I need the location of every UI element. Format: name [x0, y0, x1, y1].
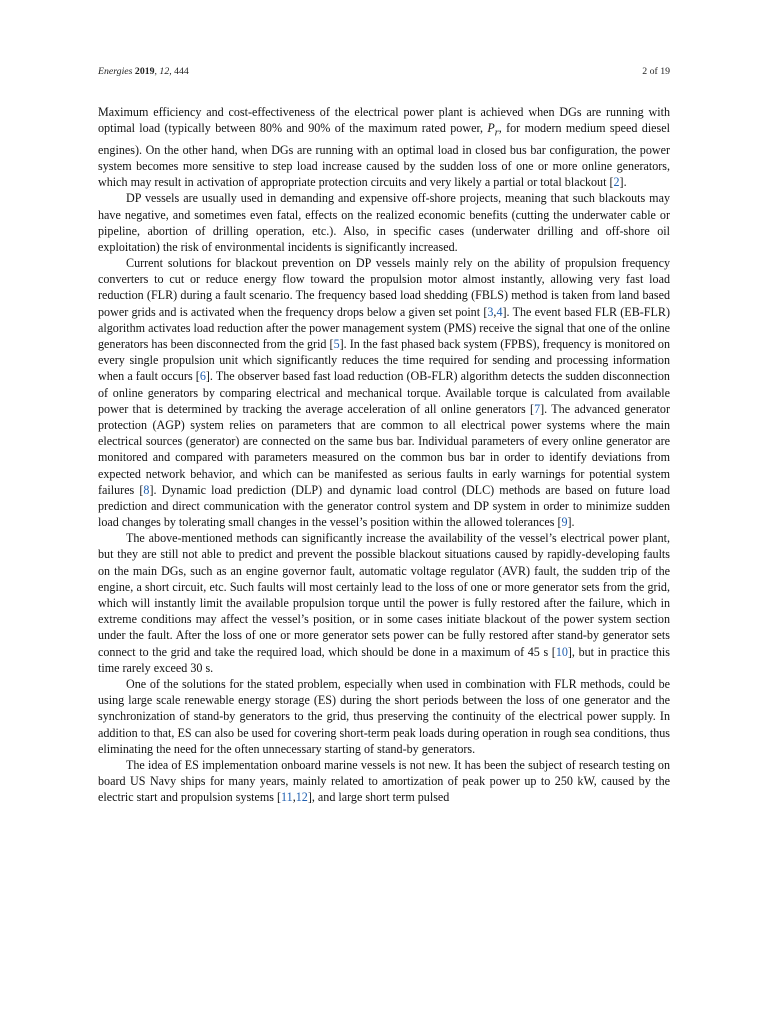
citation-link[interactable]: 7 — [534, 401, 541, 416]
citation-link[interactable]: 6 — [199, 369, 206, 384]
citation-link[interactable]: 8 — [143, 482, 150, 497]
running-header — [98, 66, 670, 80]
citation-link[interactable]: 2 — [613, 175, 620, 190]
paragraph-3: Current solutions for blackout prevention on DP vessels mainly rely on the ability of propulsion frequency converters to cut or reduce energy flow toward the propulsion motor almost instantly, allowing very fast load reduction (FLR) during a fault scenario. The frequency based load shedding (FBLS) method is taken from land based power grids and is activated when the frequency drops below a given set point [3,4]. The event based FLR (EB-FLR) algorithm activates load reduction after the power management system (PMS) receive the signal that one of the online generators has been disconnected from the grid [5]. In the fast phased back system (FPBS), frequency is monitored on every single propulsion unit which significantly reduces the time required for sending and processing information when a fault occurs [6]. The observer based fast load reduction (OB-FLR) algorithm detects the sudden disconnection of online generators by comparing electrical and mechanical torque. Available torque is calculated from available power that is determined by tracking the average acceleration of all online generators [7]. The advanced generator protection (AGP) system relies on parameters that are common to all electrical power systems where the main electrical sources (generator) are connected on the same bus bar. Individual parameters of every online generator are monitored and compared with parameters measured on the common bus bar in order to identify deviations from expected network behavior, and which can be manifested as serious faults in early warnings for potential system failures [8]. Dynamic load prediction (DLP) and dynamic load control (DLC) methods are based on future load prediction and direct communication with the generator control system and DP system in order to minimize sudden load changes by tolerating small changes in the vessel’s position within the allowed tolerances [9]. — [98, 256, 671, 530]
paragraph-6: The idea of ES implementation onboard marine vessels is not new. It has been the subject of research testing on board US Navy ships for many years, mainly related to amortization of peak power up to 250 kW, caused by the electric start and propulsion systems [11,12], and large short term pulsed — [98, 757, 670, 805]
citation-link[interactable]: 10 — [555, 644, 568, 659]
citation-link[interactable]: 9 — [561, 515, 568, 530]
journal-volume: 12 — [159, 66, 170, 77]
paragraph-4: The above-mentioned methods can significantly increase the availability of the vessel’s electrical power plant, but they are still not able to predict and prevent the possible blackout situations caused by rapidly-developing faults on the main DGs, such as an engine governor fault, automatic voltage regulator (AVR) fault, the sudden trip of the engine, a short circuit, etc. Such faults will most certainly lead to the loss of one or more generator sets from the grid, which will instantly limit the available propulsion torque until the power is fully restored after the failure, which in extreme conditions may affect the vessel’s position, or in some cases initiate blackout of the power system section under the fault. After the loss of one or more generator sets power can be fully restored after stand-by generator sets connect to the grid and take the required load, which should be done in a maximum of 45 s [10], but in practice this time rarely exceed 30 s. — [98, 531, 670, 675]
body-text — [98, 104, 670, 805]
citation-link[interactable]: 4 — [496, 304, 503, 319]
citation-link[interactable]: 5 — [333, 337, 340, 352]
paragraph-2: DP vessels are usually used in demanding and expensive off-shore projects, meaning that such blackouts may have negative, and sometimes even fatal, effects on the realized economic benefits (cutting the underwater cable or pipeline, abortion of drilling operation, etc.). Also, in specific cases (underwater drilling and off-shore oil exploitation) the risk of environmental incidents is significantly increased. — [98, 191, 670, 254]
article-number: 444 — [174, 66, 189, 77]
page-number: 2 of 19 — [642, 66, 670, 77]
paragraph-1: Maximum efficiency and cost-effectiveness of the electrical power plant is achieved when DGs are running with optimal load (typically between 80% and 90% of the maximum rated power, $P_r$, for modern medium speed diesel engines). On the other hand, when DGs are running with an optimal load in closed bus bar configuration, the power system becomes more sensitive to step load increase caused by the sudden loss of one or more online generators, which may result in activation of appropriate protection circuits and very likely a partial or total blackout [2]. — [98, 105, 670, 190]
journal-year: 2019 — [134, 66, 155, 77]
citation-link[interactable]: 12 — [295, 790, 308, 805]
journal-name: Energies — [98, 66, 133, 77]
journal-citation: Energies 2019, 12, 444 — [98, 66, 189, 77]
citation-link[interactable]: 3 — [487, 304, 494, 319]
paragraph-5: One of the solutions for the stated problem, especially when used in combination with FLR methods, could be using large scale renewable energy storage (ES) during the short periods between the loss of one generator and the synchronization of stand-by generators to the grid, thus preserving the continuity of the electrical power supply. In addition to that, ES can also be used for covering short-term peak loads during operation in rough sea conditions, thus eliminating the need for the often unnecessary starting of stand-by generators. — [98, 676, 670, 756]
citation-link[interactable]: 11 — [281, 790, 293, 805]
rated-power-symbol: $P_r$ — [487, 121, 499, 139]
